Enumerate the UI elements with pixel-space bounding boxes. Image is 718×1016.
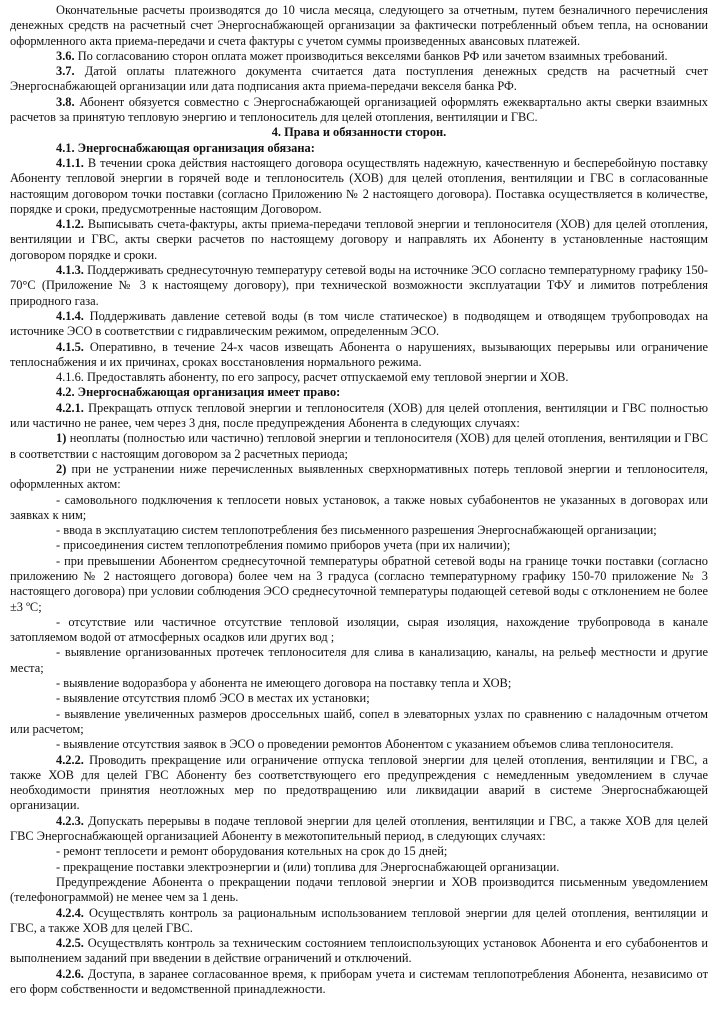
- paragraph-text: 4.1.6. Предоставлять абоненту, по его запросу, расчет отпускаемой ему тепловой энергии и ХОВ.: [56, 370, 569, 385]
- clause-number: 3.7.: [56, 64, 75, 79]
- paragraph-text: Датой оплаты платежного документа считается дата поступления денежных средств на расчетный счет Энергоснабжающей организации или дата подписания акта приема-передачи векселя банка РФ.: [10, 64, 708, 94]
- paragraph-text: Абонент обязуется совместно с Энергоснабжающей организацией оформлять ежеквартально акты сверки взаимных расчетов за принятую тепловую энергию и теплоноситель для целей отопления, вентиляции и ГВС.: [10, 94, 708, 125]
- paragraph: [10, 737, 708, 752]
- paragraph-text: - самовольного подключения к теплосети новых установок, а также новых субабонентов не указанных в договорах или заявках к ним;: [10, 492, 708, 522]
- clause-number: 1): [56, 431, 67, 446]
- paragraph: [10, 95, 708, 126]
- paragraph: [10, 906, 708, 937]
- clause-number: 4.1.3.: [56, 263, 84, 278]
- paragraph: [10, 462, 708, 493]
- paragraph: [10, 753, 708, 814]
- paragraph-text: - при превышении Абонентом среднесуточной температуры обратной сетевой воды на границе точки поставки (согласно приложению № 2 настоящего договора) более чем на 3 градуса (согласно температурному графику 150-70 приложение № 3 настоящего договора) при условии соблюдения ЭСО среднесуточной температуры подающей сетевой воды с отклонением не более ±3 ºС;: [10, 553, 708, 614]
- paragraph: [10, 141, 708, 156]
- paragraph: [10, 3, 708, 49]
- paragraph-text: - выявление отсутствия пломб ЭСО в местах их установки;: [56, 691, 370, 706]
- paragraph-text: - ввода в эксплуатацию систем теплопотребления без письменного разрешения Энергоснабжающей организации;: [56, 523, 657, 538]
- paragraph-text: неоплаты (полностью или частично) тепловой энергии и теплоносителя (ХОВ) для целей отопления, вентиляции и ГВС в соответствии с настоящим договором за 2 расчетных периода;: [10, 431, 708, 461]
- paragraph-text: - выявление отсутствия заявок в ЭСО о проведении ремонтов Абонентом с указанием объемов слива теплоносителя.: [56, 737, 674, 752]
- paragraph-text: По согласованию сторон оплата может производиться векселями банков РФ или зачетом взаимных требований.: [77, 48, 668, 63]
- paragraph: [10, 156, 708, 217]
- paragraph-text: при не устранении ниже перечисленных выявленных сверхнормативных потерь тепловой энергии и теплоносителя, оформленных актом:: [10, 461, 708, 492]
- paragraph: [10, 401, 708, 432]
- clause-number: 3.8.: [56, 94, 75, 109]
- paragraph: [10, 493, 708, 524]
- clause-number: 2): [56, 461, 67, 476]
- paragraph-text: - прекращение поставки электроэнергии и (или) топлива для Энергоснабжающей организации.: [56, 859, 560, 874]
- clause-number: 4.1.1.: [56, 155, 84, 170]
- paragraph-text: Окончательные расчеты производятся до 10 числа месяца, следующего за отчетным, путем безналичного перечисления денежных средств на расчетный счет Энергоснабжающей организации за фактически потребленный объем тепла, на основании оформленного акта приема-передачи и счета фактуры с учетом суммы произведенных авансовых платежей.: [10, 3, 708, 48]
- paragraph-text: - отсутствие или частичное отсутствие тепловой изоляции, сырая изоляция, нахождение трубопровода в канале затопляемом водой от атмосферных осадков или других вод ;: [10, 614, 708, 645]
- paragraph: [10, 814, 708, 845]
- paragraph: [10, 676, 708, 691]
- paragraph: [10, 340, 708, 371]
- paragraph: [10, 875, 708, 906]
- paragraph-text: 4. Права и обязанности сторон.: [271, 125, 447, 140]
- paragraph: [10, 554, 708, 615]
- paragraph-text: Поддерживать давление сетевой воды (в том числе статическое) в подводящем и отводящем трубопроводах на источнике ЭСО в соответствии с гидравлическим режимом, определенным ЭСО.: [10, 308, 708, 339]
- clause-number: 4.2.1.: [56, 400, 84, 415]
- paragraph: [10, 645, 708, 676]
- paragraph-text: Выписывать счета-фактуры, акты приема-передачи тепловой энергии и теплоносителя (ХОВ) для целей отопления, вентиляции и ГВС, акты сверки расчетов по настоящему договору и направлять их Абоненту в установленные настоящим договором порядке и сроки.: [10, 217, 708, 262]
- paragraph-text: - выявление водоразбора у абонента не имеющего договора на поставку тепла и ХОВ;: [56, 676, 512, 691]
- paragraph-text: Предупреждение Абонента о прекращении подачи тепловой энергии и ХОВ производится письменным уведомлением (телефонограммой) не менее чем за 1 день.: [10, 874, 708, 905]
- paragraph: [10, 844, 708, 859]
- paragraph-text: Допускать перерывы в подаче тепловой энергии для целей отопления, вентиляции и ГВС, а также ХОВ для целей ГВС Энергоснабжающей организацией Абоненту в межотопительный период, в следующих случаях:: [10, 813, 708, 844]
- paragraph: [10, 860, 708, 875]
- paragraph: [10, 615, 708, 646]
- paragraph: [10, 707, 708, 738]
- paragraph: [10, 370, 708, 385]
- paragraph: [10, 385, 708, 400]
- paragraph-text: - выявление увеличенных размеров дроссельных шайб, сопел в элеваторных узлах по сравнению с наладочным отчетом или расчетом;: [10, 706, 708, 736]
- paragraph-text: Доступа, в заранее согласованное время, к приборам учета и системам теплопотребления Абонента, независимо от его форм собственности и ведомственной принадлежности.: [10, 966, 708, 996]
- paragraph-text: Осуществлять контроль за рациональным использованием тепловой энергии для целей отопления, вентиляции и ГВС, а также ХОВ для целей ГВС.: [10, 905, 708, 935]
- paragraph: [10, 967, 708, 998]
- paragraph-text: Проводить прекращение или ограничение отпуска тепловой энергии для целей отопления, вентиляции и ГВС, а также ХОВ для целей ГВС Абоненту без соответствующего его предупреждения с немедленным уведомлением в случае необходимости принятия неотложных мер по предотвращению или ликвидации аварий в системе Энергоснабжающей организации.: [10, 752, 708, 813]
- paragraph-text: Прекращать отпуск тепловой энергии и теплоносителя (ХОВ) для целей отопления, вентиляции и ГВС полностью или частично не ранее, чем через 3 дня, после предупреждения Абонента в следующих случаях:: [10, 400, 708, 431]
- paragraph-text: Осуществлять контроль за техническим состоянием теплоиспользующих установок Абонента и его субабонентов и выполнением заданий при введении в действие ограничений и отключений.: [10, 936, 708, 966]
- clause-number: 4.2.6.: [56, 966, 84, 981]
- clause-number: 4.2.5.: [56, 936, 84, 951]
- paragraph-text: - ремонт теплосети и ремонт оборудования котельных на срок до 15 дней;: [56, 844, 448, 859]
- clause-number: 4.2.4.: [56, 905, 84, 920]
- paragraph: [10, 49, 708, 64]
- paragraph: [10, 64, 708, 95]
- paragraph-text: 4.2. Энергоснабжающая организация имеет право:: [56, 385, 341, 400]
- clause-number: 4.1.5.: [56, 339, 84, 354]
- clause-number: 4.2.3.: [56, 813, 84, 828]
- clause-number: 4.1.4.: [56, 308, 84, 323]
- clause-number: 4.1.2.: [56, 217, 84, 232]
- paragraph-text: - присоединения систем теплопотребления помимо приборов учета (при их наличии);: [56, 538, 511, 553]
- paragraph: [10, 125, 708, 140]
- paragraph: [10, 217, 708, 263]
- paragraph: [10, 691, 708, 706]
- paragraph: [10, 538, 708, 553]
- paragraph-text: Оперативно, в течение 24-х часов извещать Абонента о нарушениях, вызывающих перерывы или ограничение теплоснабжения и их причинах, сроках восстановления нормального режима.: [10, 339, 708, 369]
- paragraph-text: 4.1. Энергоснабжающая организация обязана:: [56, 140, 315, 155]
- clause-number: 4.2.2.: [56, 752, 84, 767]
- paragraph: [10, 263, 708, 309]
- paragraph-text: В течении срока действия настоящего договора осуществлять надежную, качественную и бесперебойную поставку Абоненту тепловой энергии в горячей воде и теплоноситель (ХОВ) для целей отопления, вентиляции и ГВС в согласованные настоящим договором точки поставки (согласно Приложению № 2 настоящего договора). Поставка осуществляется в количестве, порядке и сроки, предусмотренные настоящим Договором.: [10, 155, 708, 216]
- paragraph: [10, 309, 708, 340]
- paragraph: [10, 431, 708, 462]
- paragraph: [10, 936, 708, 967]
- paragraph: [10, 523, 708, 538]
- paragraph-text: Поддерживать среднесуточную температуру сетевой воды на источнике ЭСО согласно температурному графику 150-70°С (Приложение № 3 к настоящему договору), при технической возможности эксплуатации ТФУ и лимитов потребления природного газа.: [10, 263, 708, 308]
- paragraph-text: - выявление организованных протечек теплоносителя для слива в канализацию, каналы, на рельеф местности и другие места;: [10, 645, 708, 675]
- clause-number: 3.6.: [56, 48, 75, 63]
